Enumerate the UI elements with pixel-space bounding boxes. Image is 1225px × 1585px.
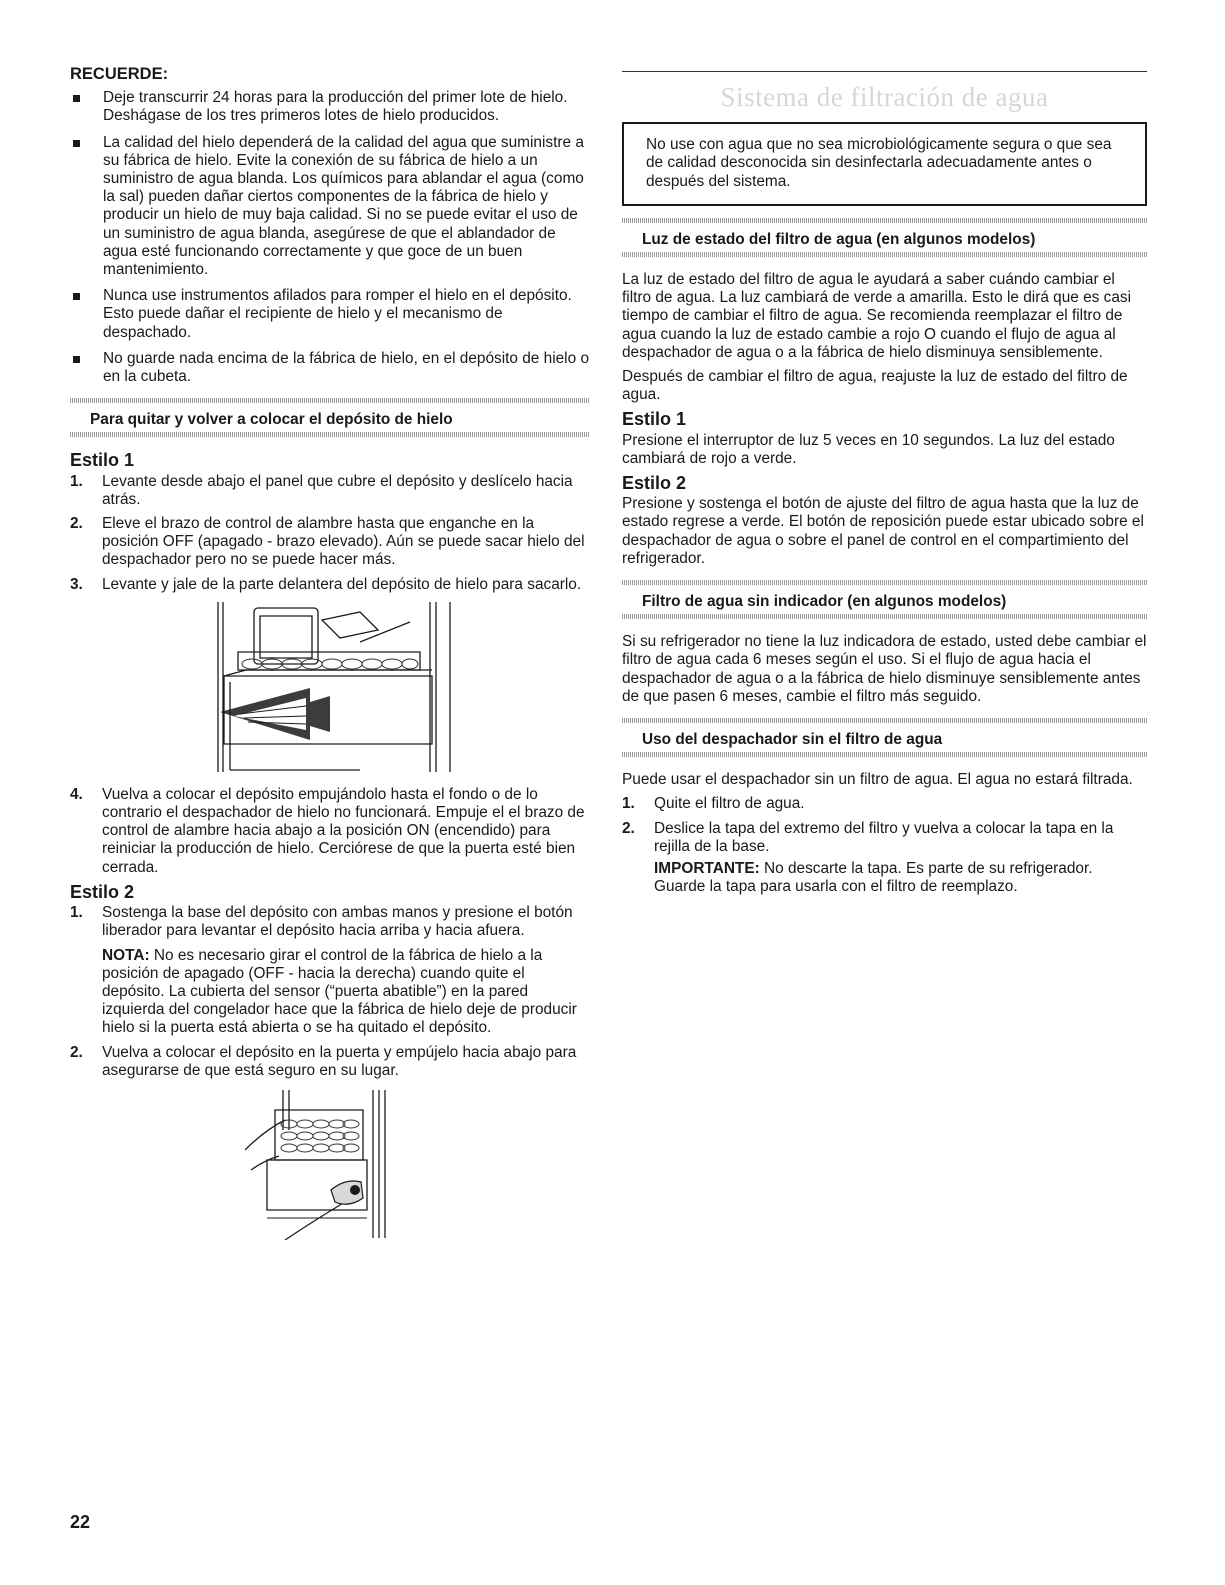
step-item bbox=[622, 820, 1147, 897]
step-text: Deslice la tapa del extremo del filtro y vuelva a colocar la tapa en la rejilla de la base. bbox=[654, 819, 1114, 855]
step-number: 1. bbox=[70, 472, 83, 490]
paragraph: Si su refrigerador no tiene la luz indicadora de estado, usted debe cambiar el filtro de agua cada 6 meses según el uso. Si el flujo de agua hacia el despachador de agua o a la fábrica de hielo disminuye sensiblemente antes de que pasen 6 meses, cambie el filtro más seguido. bbox=[622, 633, 1147, 705]
paragraph: Presione y sostenga el botón de ajuste del filtro de agua hasta que la luz de estado regrese a verde. El botón de reposición puede estar ubicado sobre el despachador de agua o sobre el panel de control en el compartimiento del refrigerador. bbox=[622, 495, 1144, 567]
ice-bin-door-illustration bbox=[245, 1090, 415, 1240]
right-column bbox=[622, 62, 1147, 903]
section-heading-text: Luz de estado del filtro de agua (en algunos modelos) bbox=[642, 230, 1036, 248]
estilo2-steps bbox=[70, 904, 590, 1080]
step-text: Levante desde abajo el panel que cubre el depósito y deslícelo hacia atrás. bbox=[102, 472, 573, 508]
list-item: No guarde nada encima de la fábrica de hielo, en el depósito de hielo o en la cubeta. bbox=[70, 350, 590, 386]
estilo1-heading: Estilo 1 bbox=[70, 450, 135, 471]
important-label: IMPORTANTE: bbox=[654, 860, 760, 878]
note-label: NOTA: bbox=[102, 946, 150, 964]
list-item: Nunca use instrumentos afilados para romper el hielo en el depósito. Esto puede dañar el recipiente de hielo y el mecanismo de despachado. bbox=[70, 287, 590, 342]
step-item bbox=[70, 515, 590, 570]
step-item bbox=[70, 473, 590, 509]
dotted-rule bbox=[622, 614, 1147, 619]
estilo2-heading: Estilo 2 bbox=[70, 881, 135, 902]
recuerde-title: RECUERDE: bbox=[70, 65, 169, 83]
warning-text: No use con agua que no sea microbiológicamente segura o que sea de calidad desconocida sin desinfectarla adecuadamente antes o después del sistema. bbox=[646, 136, 1112, 190]
note-text: No es necesario girar el control de la fábrica de hielo a la posición de apagado (OFF - hacia la derecha) cuando quite el depósito. La cubierta del sensor (“puerta abatible”) en la pared izquierda del congelador hace que la fábrica de hielo deje de producir hielo si la puerta está abierta o se ha quitado el depósito. bbox=[102, 946, 577, 1037]
list-item: La calidad del hielo dependerá de la calidad del agua que suministre a su fábrica de hielo. Evite la conexión de su fábrica de hielo a un suministro de agua blanda. Los químicos para ablandar el agua (como la sal) pueden dañar ciertos componentes de la fábrica de hielo y producir un hielo de muy baja calidad. Si no se puede evitar el uso de un suministro de agua blanda, asegúrese de que el ablandador de agua esté funcionando correctamente y que goce de un buen mantenimiento. bbox=[70, 134, 590, 280]
dotted-rule bbox=[622, 252, 1147, 257]
important-paragraph bbox=[654, 860, 1147, 896]
step-text: Levante y jale de la parte delantera del depósito de hielo para sacarlo. bbox=[102, 575, 582, 593]
step-number: 1. bbox=[622, 795, 635, 813]
step-item bbox=[70, 904, 590, 1037]
step-item bbox=[70, 576, 590, 594]
step-item bbox=[70, 786, 590, 877]
section-heading-status-light bbox=[622, 218, 1147, 257]
dotted-rule bbox=[622, 752, 1147, 757]
section-title: Sistema de filtración de agua bbox=[720, 82, 1049, 112]
section-heading-text: Filtro de agua sin indicador (en algunos modelos) bbox=[642, 593, 1007, 611]
step-text: Quite el filtro de agua. bbox=[654, 795, 805, 813]
step-text: Vuelva a colocar el depósito en la puerta y empújelo hacia abajo para asegurarse de que está seguro en su lugar. bbox=[102, 1043, 577, 1079]
list-item: Deje transcurrir 24 horas para la producción del primer lote de hielo. Deshágase de los tres primeros lotes de hielo producidos. bbox=[70, 89, 590, 125]
step-number: 2. bbox=[70, 515, 83, 533]
section-heading-no-filter bbox=[622, 718, 1147, 757]
important-text: No descarte la tapa. Es parte de su refrigerador. Guarde la tapa para usarla con el filtro de reemplazo. bbox=[654, 860, 1093, 896]
paragraph: Puede usar el despachador sin un filtro de agua. El agua no estará filtrada. bbox=[622, 771, 1133, 789]
section-heading-text: Para quitar y volver a colocar el depósito de hielo bbox=[90, 411, 453, 429]
step-item bbox=[622, 795, 1147, 813]
step-number: 3. bbox=[70, 575, 83, 593]
estilo2-heading: Estilo 2 bbox=[622, 473, 687, 494]
note-paragraph bbox=[102, 947, 590, 1038]
section-heading-no-indicator bbox=[622, 580, 1147, 619]
paragraph: La luz de estado del filtro de agua le ayudará a saber cuándo cambiar el filtro de agua. La luz cambiará de verde a amarilla. Esto le dirá que es casi tiempo de cambiar el filtro de agua. Se recomienda reemplazar el filtro de agua cuando la luz de estado cambie a rojo O cuando el flujo de agua al despachador de agua o a la fábrica de hielo disminuya sensiblemente. bbox=[622, 271, 1132, 361]
top-rule bbox=[622, 71, 1147, 72]
ice-bin-removal-illustration bbox=[210, 602, 470, 780]
step-text: Vuelva a colocar el depósito empujándolo hasta el fondo o de lo contrario el despachador de hielo no funcionará. Empuje el el brazo de control de alambre hacia abajo a la posición ON (encendido) para reiniciar la producción de hielo. Cerciórese de que la puerta esté bien cerrada. bbox=[102, 785, 585, 876]
page-number: 22 bbox=[70, 1512, 91, 1532]
estilo1-steps bbox=[70, 473, 590, 594]
step-number: 4. bbox=[70, 785, 83, 803]
estilo1-steps-cont bbox=[70, 786, 590, 877]
section-heading-text: Uso del despachador sin el filtro de agua bbox=[642, 731, 943, 749]
section-heading-ice-bin bbox=[70, 398, 590, 437]
step-item bbox=[70, 1044, 590, 1080]
step-text: Sostenga la base del depósito con ambas manos y presione el botón liberador para levantar el depósito hacia arriba y hacia afuera. bbox=[102, 904, 573, 940]
step-number: 2. bbox=[70, 1043, 83, 1061]
step-number: 1. bbox=[70, 904, 83, 922]
estilo1-heading: Estilo 1 bbox=[622, 409, 687, 430]
recuerde-list bbox=[70, 89, 590, 386]
paragraph: Presione el interruptor de luz 5 veces en 10 segundos. La luz del estado cambiará de rojo a verde. bbox=[622, 431, 1115, 467]
left-column bbox=[70, 62, 590, 1240]
dotted-rule bbox=[70, 432, 590, 437]
warning-box bbox=[622, 122, 1147, 206]
step-number: 2. bbox=[622, 819, 635, 837]
paragraph: Después de cambiar el filtro de agua, reajuste la luz de estado del filtro de agua. bbox=[622, 368, 1128, 404]
uso-steps bbox=[622, 795, 1147, 896]
step-text: Eleve el brazo de control de alambre hasta que enganche en la posición OFF (apagado - brazo elevado). Aún se puede sacar hielo del despachador pero no se puede hacer más. bbox=[102, 515, 585, 569]
